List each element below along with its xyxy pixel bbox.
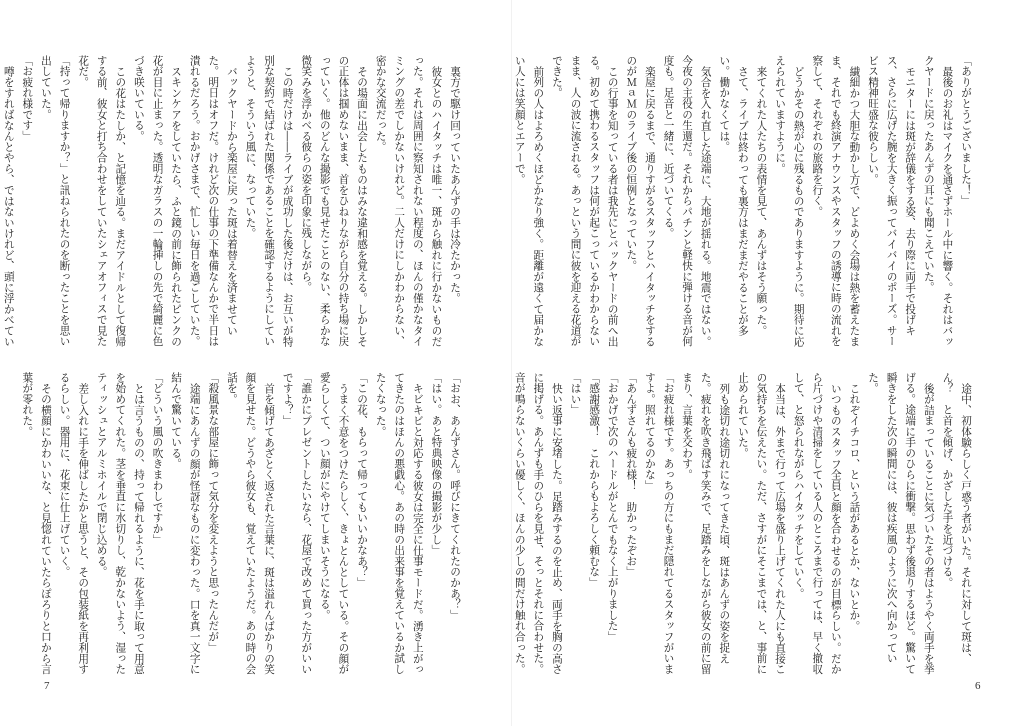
paragraph: どうかその熱が心に残るものでありますように。期待に応えられていますように。 bbox=[774, 55, 805, 347]
paragraph: 「はい」 bbox=[569, 372, 582, 416]
paragraph: 繊細かつ大胆な動かし方で、どよめく会場は熱を蓄えたまま、それでも終演アナウンスやスタッフの誘導に時の流れを察して、それぞれの旅路を行く。 bbox=[811, 55, 861, 347]
paragraph: 差し入れに手を伸ばしたかと思うと、その包装紙を再利用するらしい。器用に、花束に仕上げていく。 bbox=[58, 372, 90, 675]
paragraph: 前列の人はよろめくほどかなり強く。距離が遠くて届かない人には笑顔とエアーで。 bbox=[513, 55, 545, 347]
paragraph: この花はたしか、と記憶を辿る。まだアイドルとして復帰する前、彼女と打ち合わせをしていたシェアオフィスで見た花だ。 bbox=[77, 55, 127, 347]
paragraph: 首を傾げてあざとく返された言葉に、斑は溢れんばかりの笑顔を見せた。どうやら彼女も、覚えていたようだ。あの時の会話を。 bbox=[225, 372, 276, 675]
paragraph: 途中、初体験らしく戸惑う者がいた。それに対して斑は、ん？ と首を傾げ、かざした手を近づける。 bbox=[941, 372, 972, 664]
page-number-left: 7 bbox=[44, 680, 50, 692]
paragraph: 最後のお礼はマイクを通さずホール中に響く。それはバックヤードに戻ったあんずの耳にも聞こえていた。 bbox=[922, 55, 954, 347]
right-page-column-2 bbox=[513, 372, 975, 682]
paragraph: これぞイチコロ、という話があるとか、ないとか。 bbox=[848, 382, 861, 631]
paragraph: 「おかげで次のハードルがとんでもなく上がりました」 bbox=[606, 372, 619, 642]
paragraph: キビキビと対応する彼女は完全に仕事モードだ。湧き上がってきたのはほんの悪戯心。あの時の出来事を覚えているか試したくなった。 bbox=[374, 372, 424, 675]
paragraph: スキンケアをしていたら、ふと鏡の前に飾られたピンクの花が目に止まった。透明なガラスの一輪挿しの先で綺麗に色づき咲いている。 bbox=[132, 55, 183, 347]
paragraph: 本当は、外まで行って広場を盛り上げてくれた人にも直接この気持ちを伝えたい。ただ、さすがにそこまでは、と、事前に止められていた。 bbox=[736, 372, 787, 675]
paragraph: 「ありがとうございました！」 bbox=[960, 55, 972, 207]
paragraph: 「あんずさんも疲れ様！ 助かったぞお」 bbox=[625, 372, 638, 578]
paragraph: 「どういう風の吹きまわしですか」 bbox=[151, 372, 164, 545]
paragraph: 楽屋に戻るまで、通りすがるスタッフとハイタッチをするのがＭａＭのライブ後の恒例となっていた。 bbox=[625, 55, 656, 347]
paragraph: 「お疲れ様です」 bbox=[21, 55, 34, 142]
page-number-right: 6 bbox=[975, 680, 981, 692]
paragraph: その横顔にかわいいな、と見惚れていたらぽろりと口から言葉が零れた。 bbox=[21, 372, 52, 675]
left-page-column-2 bbox=[21, 372, 464, 682]
paragraph: 列も途切れ途切れになってきた頃、斑はあんずの姿を捉えた。疲れを吹き飛ばす笑みで、足踏みをしながら彼女の前に留まり、言葉を交わす。 bbox=[681, 372, 731, 675]
paragraph: 「誰かにプレゼントしたいなら、花屋で改めて買った方がいいですよ？」 bbox=[281, 372, 313, 675]
paragraph: モニターには斑が辞儀をする姿、去り際に両手で投げキス、さらに広げた腕を大きく振ってバイバイのポーズ。サービス精神旺盛な彼らしい。 bbox=[867, 55, 917, 347]
paragraph: その場面に出会したものはみな違和感を覚える。しかしその正体は掴めないまま、首をひねりながら自分の持ち場に戻っていく。他のどんな撮影でも見せたことのない、柔らかな微笑みを浮かべる彼らの姿を印象に残しながら。 bbox=[300, 55, 369, 347]
paragraph: 「おお、あんずさん。呼びにきてくれたのかあ？」 bbox=[449, 372, 461, 621]
paragraph: 「殺風景な部屋に飾って気分を変えようと思ったんだが」 bbox=[207, 372, 220, 653]
paragraph: 彼女とのハイタッチは唯一、斑から触れに行かないものだった。それは周囲に察知されない程度の、ほんの僅かなタイミングの差でしかないけれど。二人だけにしかわからない、密かな交流だった。 bbox=[374, 55, 443, 347]
paragraph: 「お疲れ様です。あっちの方にもまだ隠れてるスタッフがいますよ。照れてるのかな」 bbox=[643, 372, 675, 675]
paragraph: 「持って帰りますか？」と訊ねられたのを断ったことを思い出していた。 bbox=[39, 55, 71, 347]
paragraph: バックヤードから楽屋に戻った斑は着替えを済ませていた。明日はオフだ。けれど次の仕事の下準備なんかで半日は潰れるだろう。おかげさまで、忙しい毎日を過ごしていた。 bbox=[188, 55, 238, 347]
paragraph: いつものスタッフ全員と顔を合わせるのが目標らしい。だから片づけや清掃をしている人のところまで行っては、早く撤収して、と怒られながらハイタッチをしていく。 bbox=[792, 372, 842, 675]
left-page-column-1 bbox=[2, 55, 464, 355]
paragraph: 裏方で駆け回っていたあんずの手は冷たかった。 bbox=[449, 65, 461, 304]
paragraph: 途端にあんずの顔が怪訝なものに変わった。口を真一文字に結んで驚いている。 bbox=[170, 372, 201, 675]
paragraph: 噂をすればなんとやら、ではないけれど、頭に浮かべてい bbox=[2, 65, 15, 347]
paragraph: とは言うものの、持って帰れるように、花を手に取って用意を始めてくれた。茎を垂直に水切りし、乾かないよう、湿ったティッシュとアルミホイルで閉じ込める。 bbox=[95, 372, 145, 675]
paragraph: うまく不意をつけたらしく、きょとんとしている。その顔が愛らしくて、つい顔がにやけてしまいそうになる。 bbox=[318, 372, 350, 675]
paragraph: この時だけは――ライブが成功した後だけは、お互いが特別な契約で結ばれた関係であることを確認するようにしていようと、そういう風に、なっていた。 bbox=[244, 55, 294, 347]
right-page-column-1 bbox=[513, 55, 975, 355]
paragraph: 後が詰まっていることに気づいたその者はようやく両手を挙げる。途端に手のひらに衝撃。思わず後退りするほど。驚いて瞬きをした次の瞬間には、彼は疾風のように次へ向かっていた。 bbox=[867, 372, 935, 675]
paragraph: 気合を入れ直した途端に、大地が揺れる。地震ではない。今夜の主役の生還だ。それからパチンと軽快に弾ける音が何度も。足音と一緒に、近づいてくる。 bbox=[662, 55, 712, 347]
paragraph: 「この花、もらって帰ってもいいかなあ？」 bbox=[356, 372, 369, 588]
paragraph: 「感謝感激！ これからもよろしく頼むな」 bbox=[588, 372, 601, 588]
paragraph: さて、ライブは終わっても裏方はまだまだやることが多い。働かなくては。 bbox=[718, 55, 749, 336]
paragraph: 来てくれた人たちの表情を見て、あんずはそう願った。 bbox=[755, 65, 768, 336]
paragraph: この行事を知っている者は我先にとバックヤードの前へ出る。初めて携わるスタッフは何が起こっているかわからないまま、人の波に流される。あっという間に彼を迎える花道ができた。 bbox=[550, 55, 619, 347]
paragraph: 「はい。あと特典映像の撮影が少し」 bbox=[430, 372, 443, 556]
paragraph: 快い返事に安堵した。足踏みするのを止め、両手を胸の高さに掲げる。あんずも手のひらを見せ、そっとそれに合わせた。音が鳴らないくらい優しく、ほんの少しの間だけ触れ合った。 bbox=[513, 372, 563, 675]
